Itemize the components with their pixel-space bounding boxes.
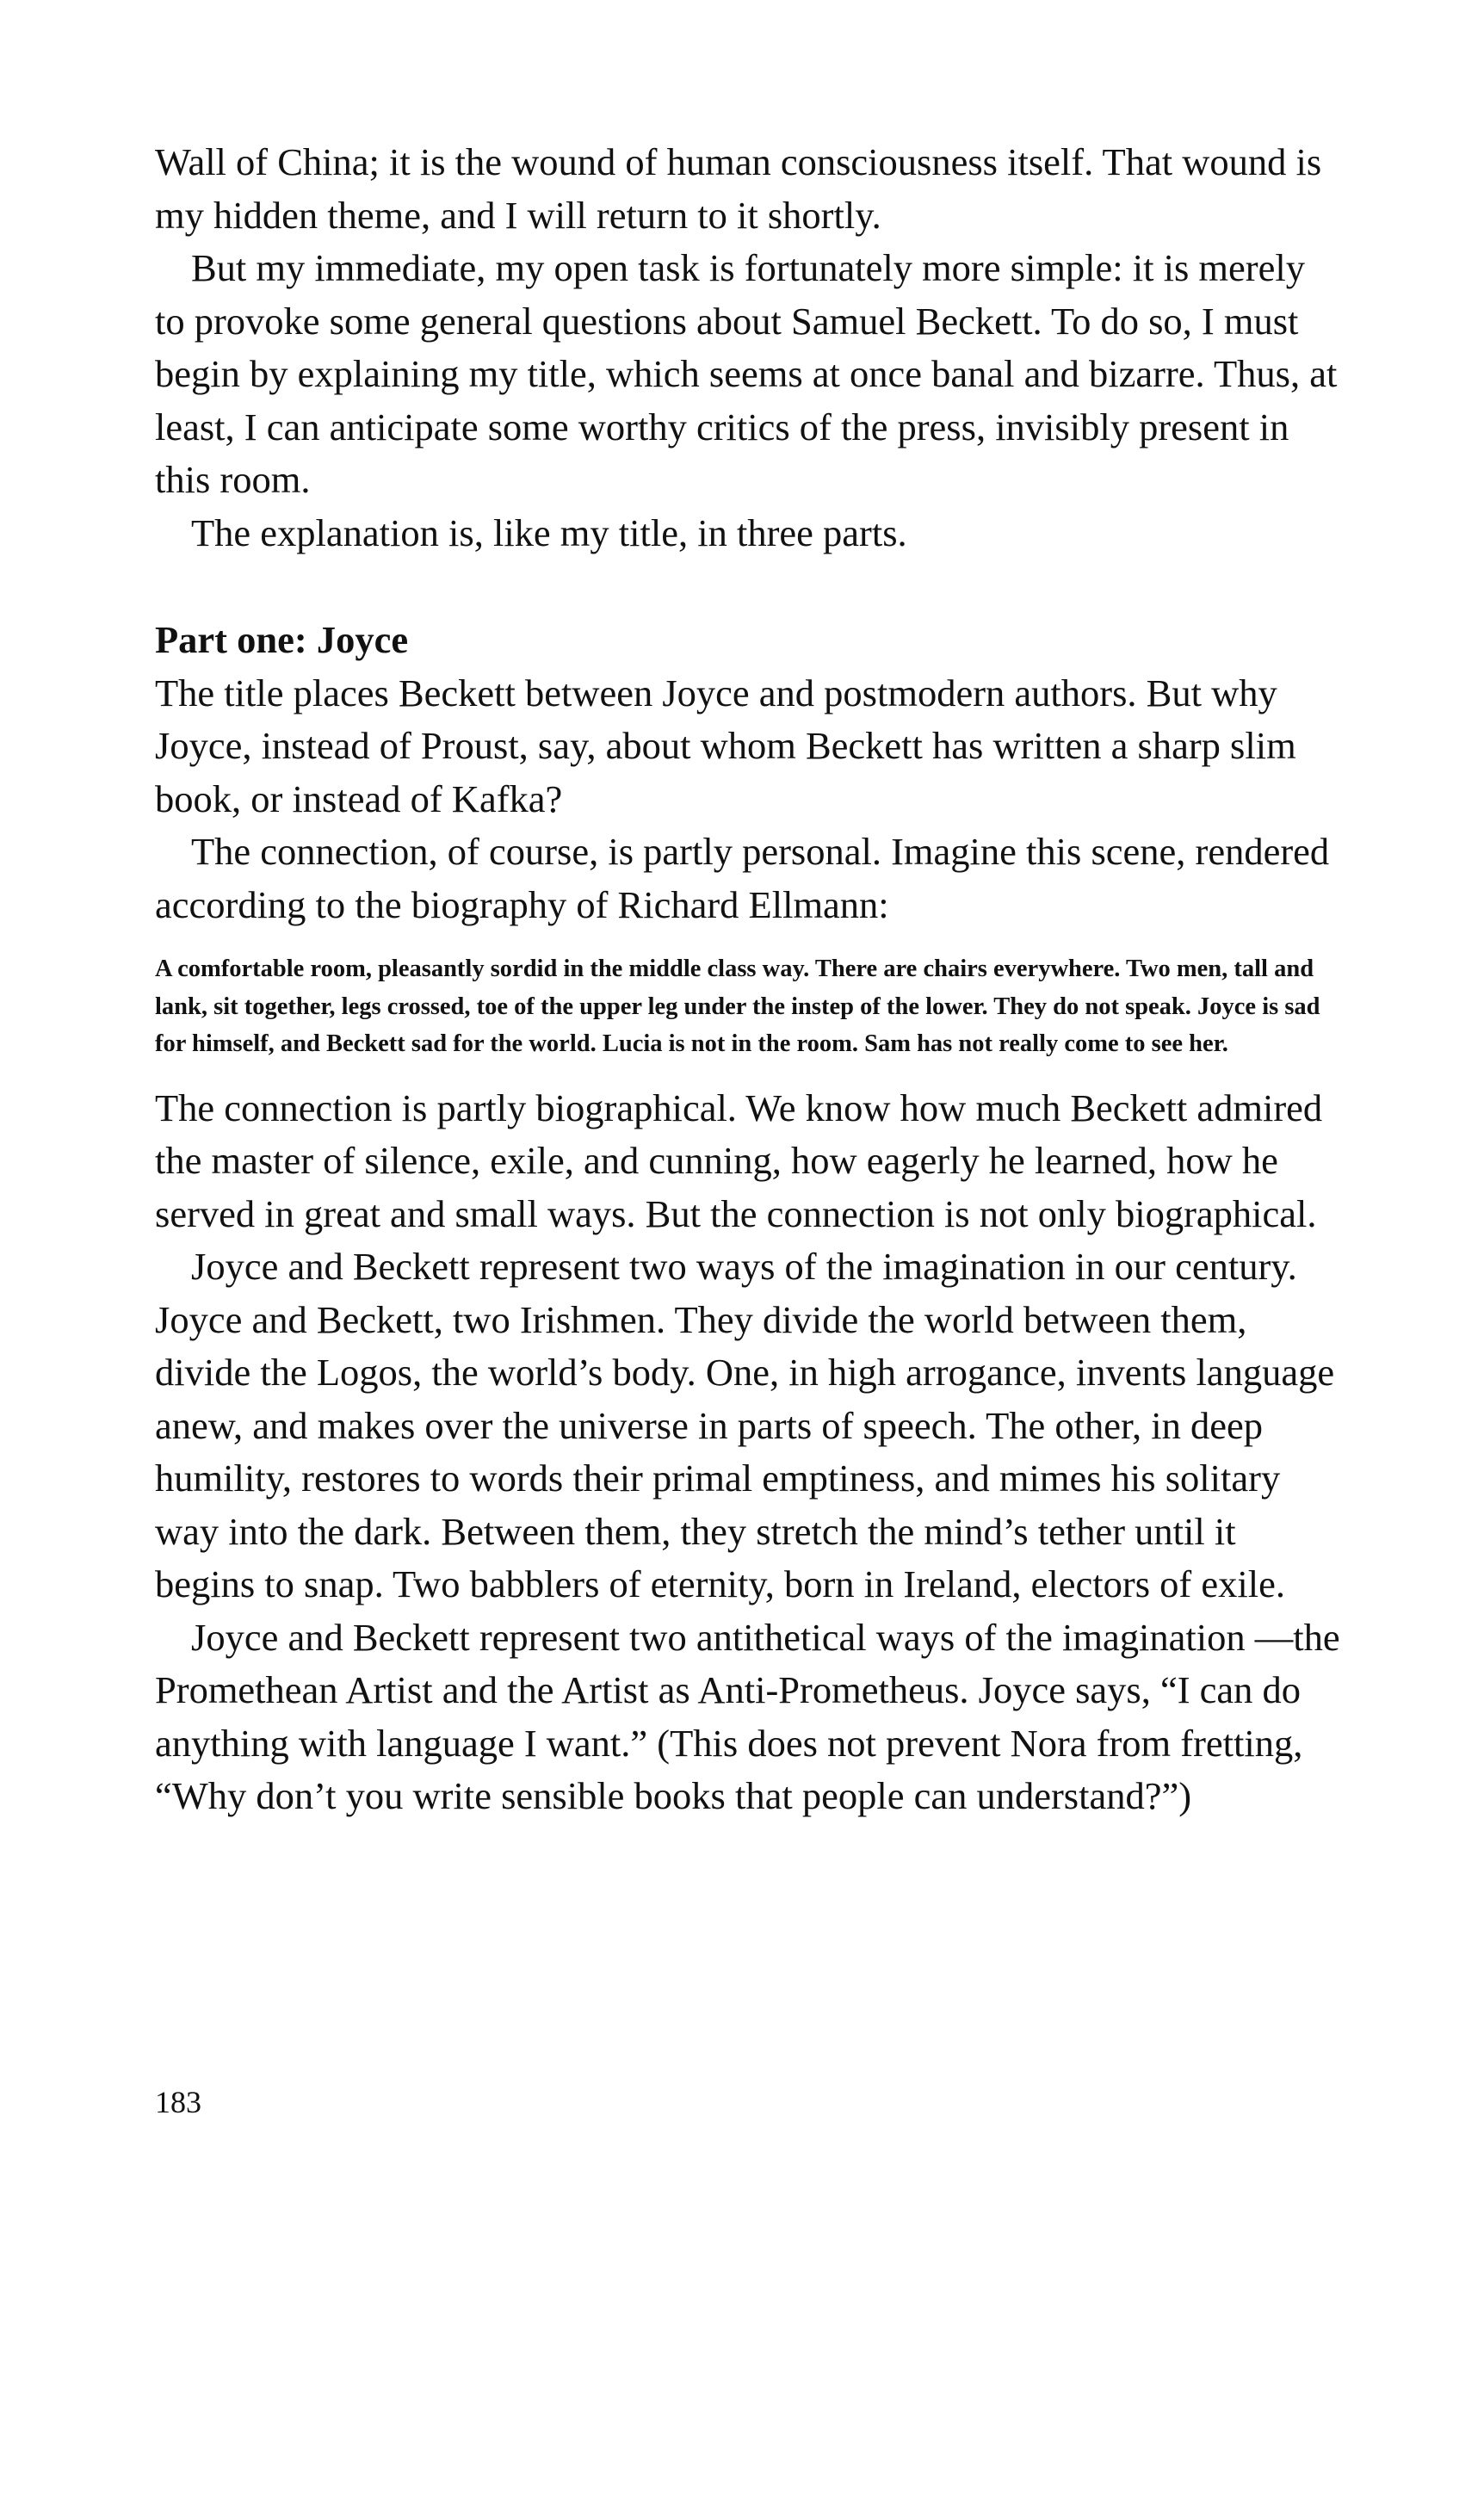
paragraph-continuation: Wall of China; it is the wound of human consciousness itself. That wound is my hidden theme, and I will return to it shortly. [155,140,1322,237]
paragraph-antithetical-ways: Joyce and Beckett represent two antithetical ways of the imagination —the Promethean Artist and the Artist as Anti-Prometheus. Joyce says, “I can do anything with language I want.” (This does not prevent Nora from fretting, “Why don’t you write sensible books that people can understand?”) [155,1615,1340,1817]
paragraph-two-ways: Joyce and Beckett represent two ways of the imagination in our century. Joyce and Beckett, two Irishmen. They divide the world between them, divide the Logos, the world’s body. One, in high arrogance, invents language anew, and makes over the universe in parts of speech. The other, in deep humility, restores to words their primal emptiness, and mimes his solitary way into the dark. Between them, they stretch the mind’s tether until it begins to snap. Two babblers of eternity, born in Ireland, electors of exile. [155,1245,1335,1605]
section-heading: Part one: Joyce [155,618,409,661]
paragraph-connection-personal: The connection, of course, is partly personal. Imagine this scene, rendered according to the biography of Richard Ellmann: [155,830,1330,926]
paragraph-task: But my immediate, my open task is fortunately more simple: it is merely to provoke some general questions about Samuel Beckett. To do so, I must begin by explaining my title, which seems at once banal and bizarre. Thus, at least, I can anticipate some worthy critics of the press, invisibly present in this room. [155,246,1338,501]
paragraph-connection-biographical: The connection is partly biographical. We know how much Beckett admired the master of silence, exile, and cunning, how eagerly he learned, how he served in great and small ways. But the connection is not only biographical. [155,1086,1323,1235]
page-number: 183 [155,2085,201,2119]
paragraph-title-places: The title places Beckett between Joyce and postmodern authors. But why Joyce, instead of Proust, say, about whom Beckett has written a sharp slim book, or instead of Kafka? [155,671,1296,820]
paragraph-explanation: The explanation is, like my title, in three parts. [191,510,907,554]
text-block [155,136,1343,1823]
scene-excerpt: A comfortable room, pleasantly sordid in the middle class way. There are chairs everywhere. Two men, tall and lank, sit together, legs crossed, toe of the upper leg under the instep of the lower. They do not speak. Joyce is sad for himself, and Beckett sad for the world. Lucia is not in the room. Sam has not really come to see her. [155,956,1320,1057]
